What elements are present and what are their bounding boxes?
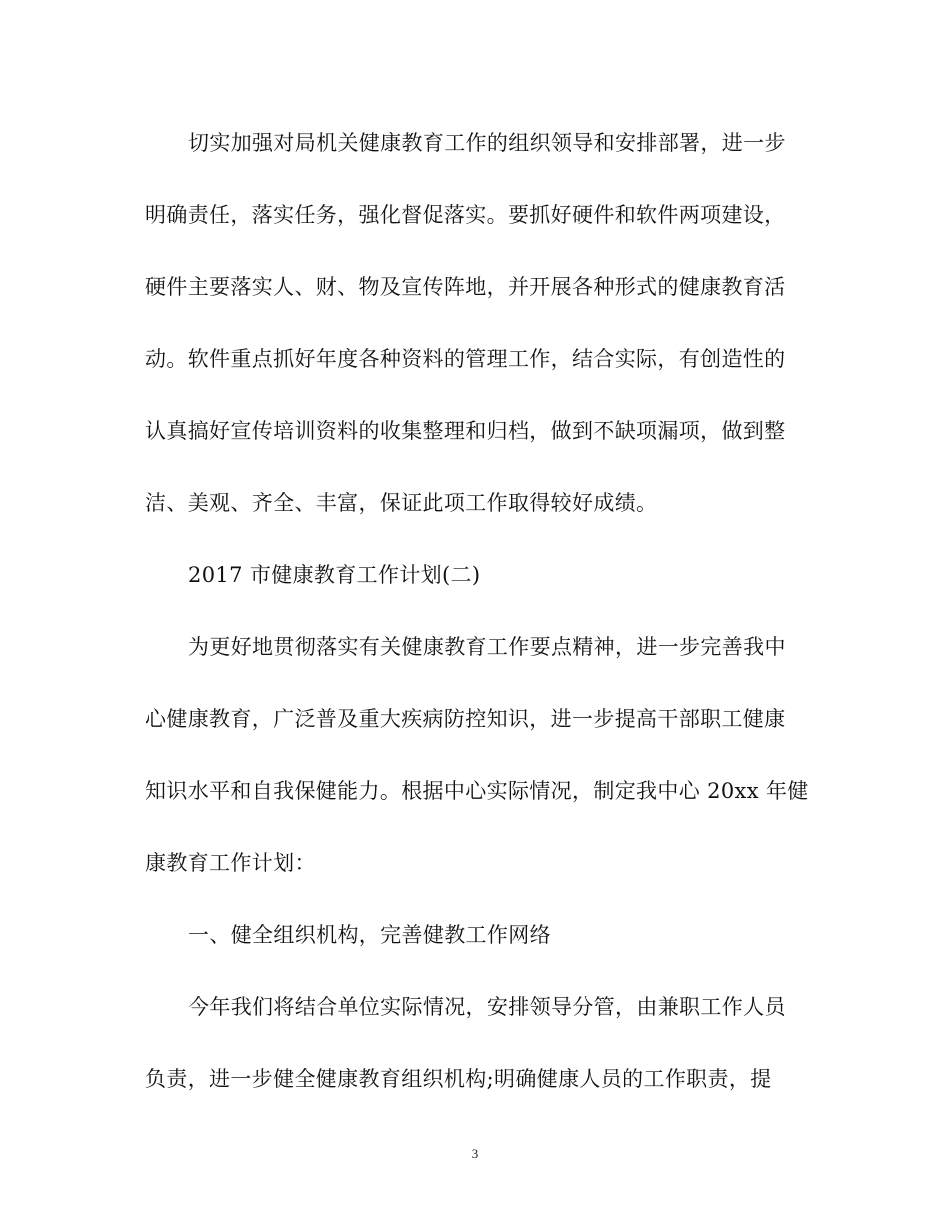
- paragraph-line: 为更好地贯彻落实有关健康教育工作要点精神，进一步完善我中: [188, 635, 786, 659]
- paragraph-line: 心健康教育，广泛普及重大疾病防控知识，进一步提高干部职工健康: [145, 707, 786, 731]
- paragraph-line: 硬件主要落实人、财、物及宣传阵地，并开展各种形式的健康教育活: [145, 275, 786, 299]
- paragraph-line: 认真搞好宣传培训资料的收集整理和归档，做到不缺项漏项，做到整: [145, 419, 786, 443]
- paragraph-line: 知识水平和自我保健能力。根据中心实际情况，制定我中心 20xx 年健: [145, 779, 809, 803]
- paragraph-line: 洁、美观、齐全、丰富，保证此项工作取得较好成绩。: [145, 491, 658, 515]
- page-number: 3: [471, 1146, 479, 1161]
- section-heading: 一、健全组织机构，完善健教工作网络: [188, 923, 551, 947]
- paragraph-line: 负责，进一步健全健康教育组织机构;明确健康人员的工作职责，提: [145, 1067, 772, 1091]
- section-heading: 2017 市健康教育工作计划(二): [188, 563, 481, 587]
- paragraph-line: 切实加强对局机关健康教育工作的组织领导和安排部署，进一步: [188, 131, 786, 155]
- paragraph-line: 动。软件重点抓好年度各种资料的管理工作，结合实际，有创造性的: [145, 347, 786, 371]
- paragraph-line: 今年我们将结合单位实际情况，安排领导分管，由兼职工作人员: [188, 995, 786, 1019]
- paragraph-line: 康教育工作计划：: [145, 851, 316, 875]
- paragraph-line: 明确责任，落实任务，强化督促落实。要抓好硬件和软件两项建设，: [145, 203, 786, 227]
